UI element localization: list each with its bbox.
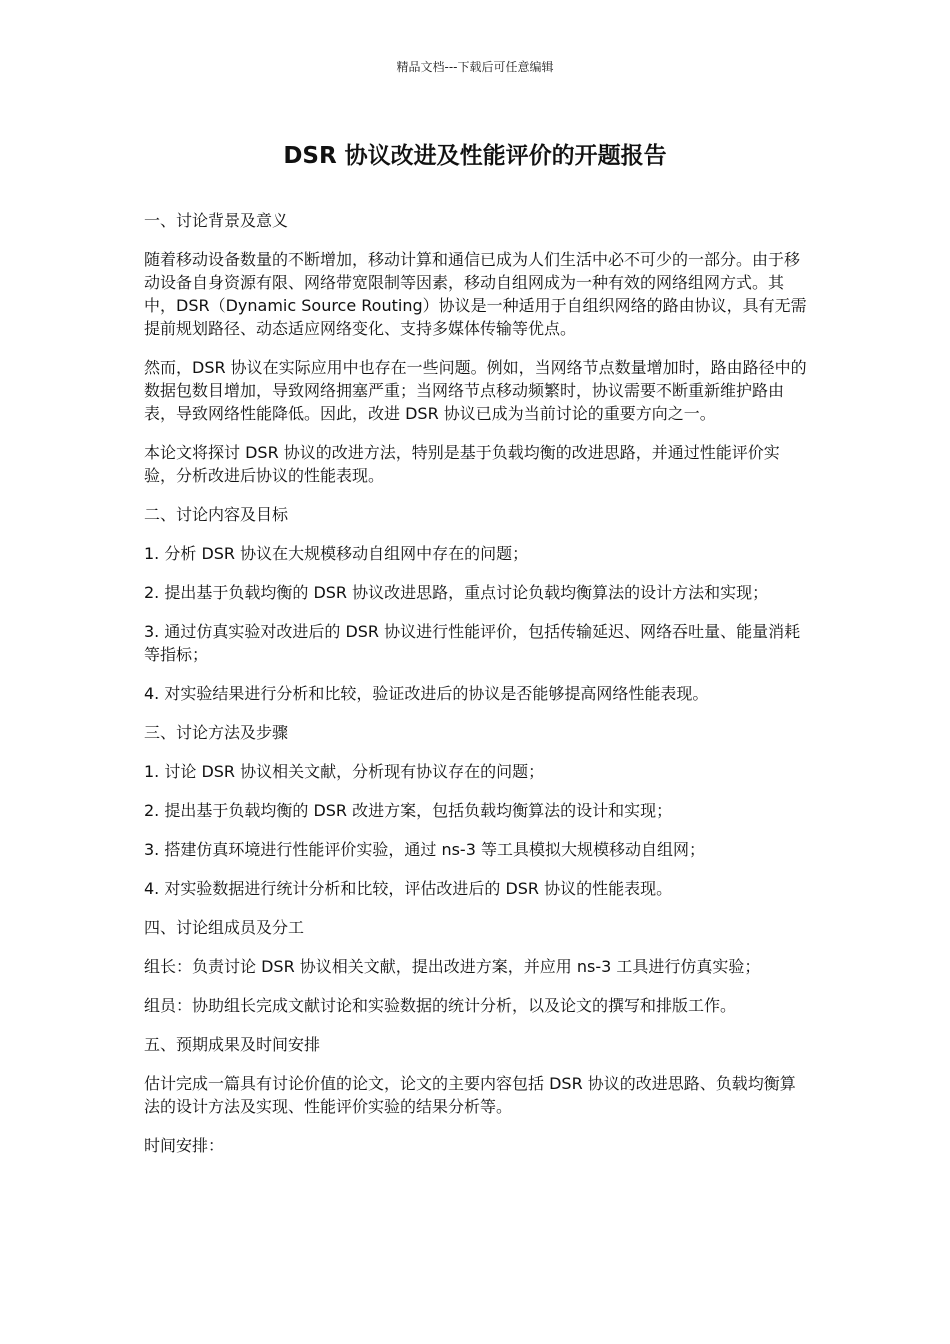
- list-item: 2. 提出基于负载均衡的 DSR 改进方案，包括负载均衡算法的设计和实现；: [144, 801, 673, 820]
- body-paragraph: 组长：负责讨论 DSR 协议相关文献，提出改进方案，并应用 ns-3 工具进行仿真实验；: [144, 957, 761, 976]
- header-note: 精品文档---下载后可任意编辑: [396, 60, 554, 74]
- document-body: [144, 209, 808, 1173]
- section-heading-background: 一、讨论背景及意义: [144, 211, 289, 230]
- document-title: DSR 协议改进及性能评价的开题报告: [283, 143, 667, 169]
- body-paragraph: 组员：协助组长完成文献讨论和实验数据的统计分析，以及论文的撰写和排版工作。: [144, 996, 737, 1015]
- list-item: 1. 讨论 DSR 协议相关文献，分析现有协议存在的问题；: [144, 762, 545, 781]
- list-item: 2. 提出基于负载均衡的 DSR 协议改进思路，重点讨论负载均衡算法的设计方法和实现；: [144, 583, 769, 602]
- body-paragraph: 时间安排：: [144, 1136, 225, 1155]
- body-paragraph: 估计完成一篇具有讨论价值的论文，论文的主要内容包括 DSR 协议的改进思路、负载均衡算法的设计方法及实现、性能评价实验的结果分析等。: [144, 1074, 796, 1116]
- list-item: 4. 对实验结果进行分析和比较，验证改进后的协议是否能够提高网络性能表现。: [144, 684, 709, 703]
- section-heading-outcomes: 五、预期成果及时间安排: [144, 1035, 321, 1054]
- list-item: 3. 搭建仿真环境进行性能评价实验，通过 ns-3 等工具模拟大规模移动自组网；: [144, 840, 705, 859]
- body-paragraph: 随着移动设备数量的不断增加，移动计算和通信已成为人们生活中必不可少的一部分。由于移动设备自身资源有限、网络带宽限制等因素，移动自组网成为一种有效的网络组网方式。其中，DSR（Dynamic Source Routing）协议是一种适用于自组织网络的路由协议，具有无需提前规划路径、动态适应网络变化、支持多媒体传输等优点。: [144, 250, 807, 338]
- body-paragraph: 本论文将探讨 DSR 协议的改进方法，特别是基于负载均衡的改进思路，并通过性能评价实验，分析改进后协议的性能表现。: [144, 443, 780, 485]
- section-heading-method: 三、讨论方法及步骤: [144, 723, 289, 742]
- section-heading-members: 四、讨论组成员及分工: [144, 918, 305, 937]
- section-heading-content: 二、讨论内容及目标: [144, 505, 289, 524]
- body-paragraph: 然而，DSR 协议在实际应用中也存在一些问题。例如，当网络节点数量增加时，路由路径中的数据包数目增加，导致网络拥塞严重；当网络节点移动频繁时，协议需要不断重新维护路由表，导致网络性能降低。因此，改进 DSR 协议已成为当前讨论的重要方向之一。: [144, 358, 807, 423]
- list-item: 3. 通过仿真实验对改进后的 DSR 协议进行性能评价，包括传输延迟、网络吞吐量、能量消耗等指标；: [144, 622, 801, 664]
- list-item: 1. 分析 DSR 协议在大规模移动自组网中存在的问题；: [144, 544, 529, 563]
- list-item: 4. 对实验数据进行统计分析和比较，评估改进后的 DSR 协议的性能表现。: [144, 879, 673, 898]
